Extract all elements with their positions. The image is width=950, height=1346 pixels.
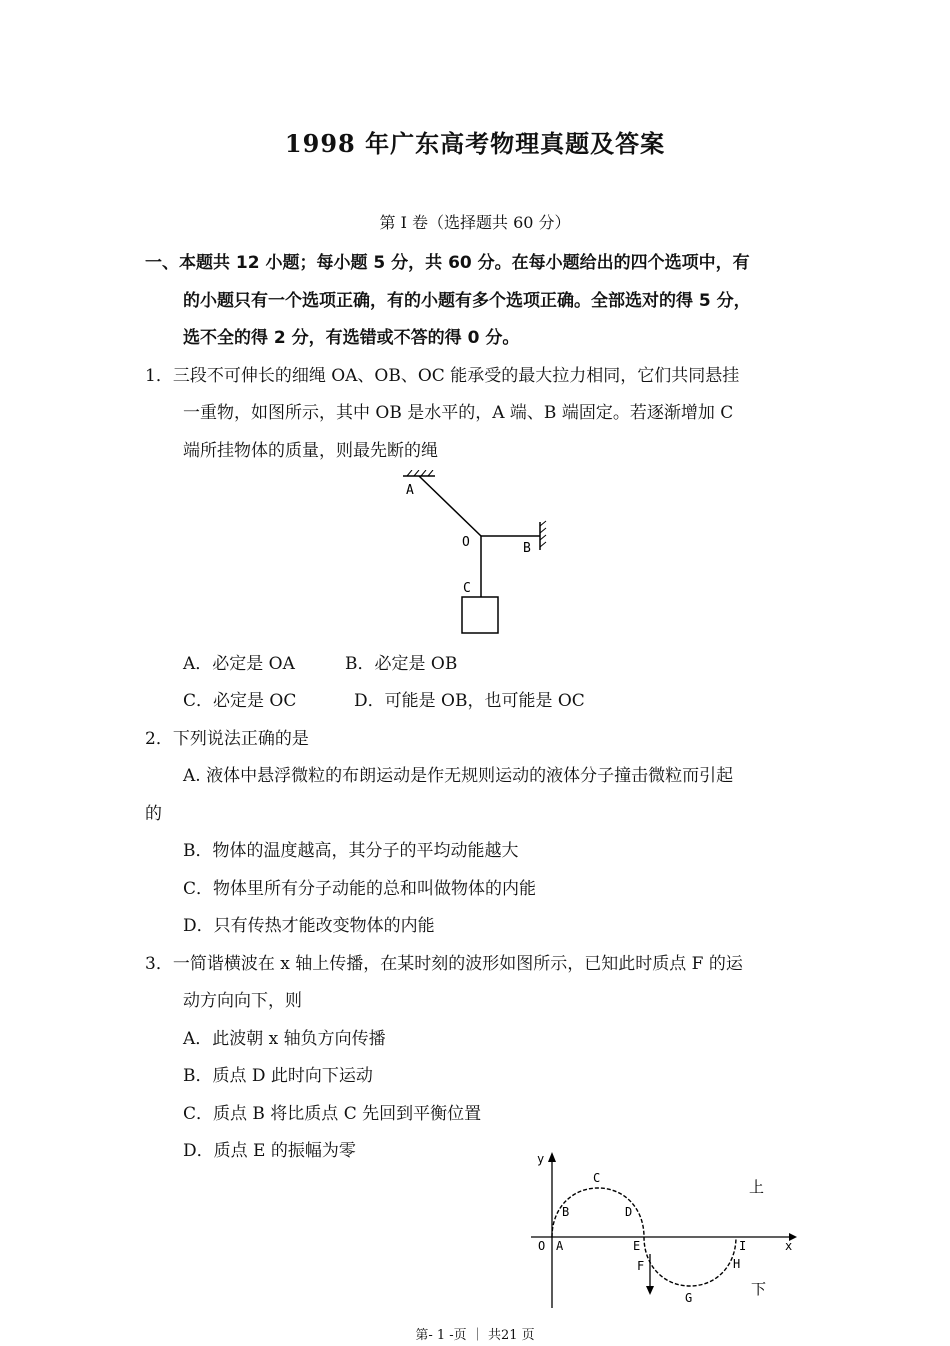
question-2-stem: 2．下列说法正确的是 bbox=[145, 729, 309, 749]
label-h: H bbox=[733, 1257, 741, 1271]
question-1-line-3: 端所挂物体的质量，则最先断的绳 bbox=[183, 441, 438, 461]
label-o: O bbox=[538, 1239, 546, 1253]
page-footer: 第- 1 -页 ｜ 共21 页 bbox=[415, 1328, 535, 1343]
question-1-option-c: C．必定是 OC bbox=[183, 691, 297, 711]
question-1-line-1: 1．三段不可伸长的细绳 OA、OB、OC 能承受的最大拉力相同，它们共同悬挂 bbox=[145, 366, 740, 386]
question-3-option-b: B．质点 D 此时向下运动 bbox=[183, 1066, 373, 1086]
label-c: C bbox=[593, 1171, 601, 1185]
question-3-line-2: 动方向向下，则 bbox=[183, 991, 302, 1011]
wave-diagram bbox=[525, 1148, 805, 1312]
label-c: C bbox=[463, 581, 471, 596]
question-2-option-a-line-2: 的 bbox=[145, 804, 162, 824]
rope-diagram bbox=[395, 470, 565, 640]
section-instructions-line-3: 选不全的得 2 分，有选错或不答的得 0 分。 bbox=[183, 328, 520, 348]
question-1-line-2: 一重物，如图所示，其中 OB 是水平的，A 端、B 端固定。若逐渐增加 C bbox=[183, 403, 734, 423]
question-2-option-c: C．物体里所有分子动能的总和叫做物体的内能 bbox=[183, 879, 537, 899]
page-title: 1998 年广东高考物理真题及答案 bbox=[284, 129, 666, 158]
label-d: D bbox=[625, 1205, 633, 1219]
hanging-weight bbox=[462, 597, 498, 633]
section-instructions-line-1: 一、本题共 12 小题；每小题 5 分，共 60 分。在每小题给出的四个选项中，有 bbox=[145, 253, 750, 273]
label-e: E bbox=[633, 1239, 641, 1253]
arrow-down-icon bbox=[646, 1286, 654, 1295]
label-b: B bbox=[523, 541, 531, 556]
question-2-option-b: B．物体的温度越高，其分子的平均动能越大 bbox=[183, 841, 519, 861]
label-y: y bbox=[537, 1152, 545, 1166]
question-1-option-d: D．可能是 OB，也可能是 OC bbox=[354, 691, 585, 711]
question-1-option-b: B．必定是 OB bbox=[345, 654, 458, 674]
label-x: x bbox=[785, 1239, 793, 1253]
question-3-line-1: 3．一简谐横波在 x 轴上传播，在某时刻的波形如图所示，已知此时质点 F 的运 bbox=[145, 954, 743, 974]
label-a: A bbox=[556, 1239, 564, 1253]
question-1-option-a: A．必定是 OA bbox=[183, 654, 295, 674]
question-2-option-d: D．只有传热才能改变物体的内能 bbox=[183, 916, 435, 936]
label-g: G bbox=[685, 1291, 693, 1305]
section-instructions-line-2: 的小题只有一个选项正确，有的小题有多个选项正确。全部选对的得 5 分， bbox=[183, 291, 751, 311]
volume-heading: 第 I 卷（选择题共 60 分） bbox=[379, 213, 571, 232]
question-3-option-c: C．质点 B 将比质点 C 先回到平衡位置 bbox=[183, 1104, 482, 1124]
label-a: A bbox=[406, 483, 414, 498]
question-2-option-a-line-1: A. 液体中悬浮微粒的布朗运动是作无规则运动的液体分子撞击微粒而引起 bbox=[183, 766, 734, 786]
label-up: 上 bbox=[749, 1178, 765, 1196]
label-down: 下 bbox=[751, 1280, 767, 1298]
label-b: B bbox=[562, 1205, 570, 1219]
label-o: O bbox=[462, 535, 470, 550]
label-f: F bbox=[637, 1259, 645, 1273]
question-3-option-a: A．此波朝 x 轴负方向传播 bbox=[183, 1029, 386, 1049]
label-i: I bbox=[739, 1239, 747, 1253]
question-3-option-d: D．质点 E 的振幅为零 bbox=[183, 1141, 356, 1161]
